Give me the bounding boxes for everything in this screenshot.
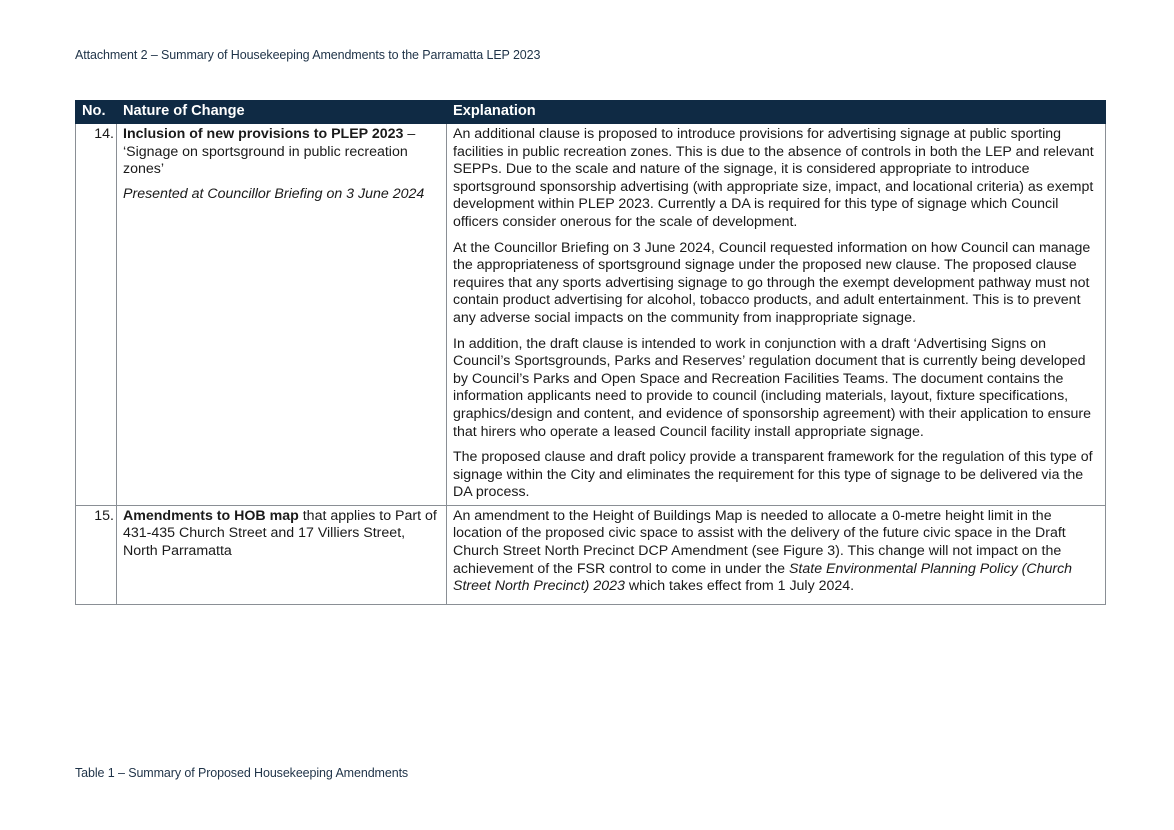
nature-title (123, 126, 440, 179)
explanation-paragraph (453, 508, 1099, 596)
explanation-paragraph: At the Councillor Briefing on 3 June 2024, Council requested information on how Council can manage the appropriateness of sportsground signage under the proposed new clause. The proposed clause requires that any sports advertising signage to go through the exempt development pathway must not contain product advertising for alcohol, tobacco products, and adult entertainment. This is to prevent any adverse social impacts on the community from inappropriate signage. (453, 239, 1091, 326)
nature-title-rest: – ‘Signage on sportsground in public recreation zones’ (123, 126, 416, 178)
column-header-explanation: Explanation (447, 101, 1106, 124)
nature-note: Presented at Councillor Briefing on 3 June 2024 (123, 185, 425, 202)
column-header-no: No. (76, 101, 117, 124)
explanation-paragraph: The proposed clause and draft policy provide a transparent framework for the regulation of this type of signage within the City and eliminates the requirement for this type of signage to be delivered via the DA process. (453, 449, 1093, 501)
amendments-table (75, 100, 1106, 605)
explanation-paragraph: In addition, the draft clause is intended to work in conjunction with a draft ‘Advertising Signs on Council’s Sportsgrounds, Parks and Reserves’ regulation document that is currently being developed by Council’s Parks and Open Space and Recreation Facilities Teams. The document contains the information applicants need to provide to council (including materials, layout, fixture specifications, graphics/design and content, and evidence of sponsorship agreement) with their application to ensure that hirers who operate a leased Council facility install appropriate signage. (453, 335, 1092, 440)
table-row (76, 124, 1106, 506)
table-row (76, 505, 1106, 604)
nature-cell (117, 124, 447, 506)
table-header-row (76, 101, 1106, 124)
nature-title-rest: that applies to Part of 431-435 Church Street and 17 Villiers Street, North Parramatta (123, 507, 437, 560)
page-header: Attachment 2 – Summary of Housekeeping Amendments to the Parramatta LEP 2023 (75, 48, 541, 62)
column-header-nature: Nature of Change (117, 101, 447, 124)
nature-title-bold: Amendments to HOB map (123, 507, 299, 524)
nature-title-bold: Inclusion of new provisions to PLEP 2023 (123, 126, 404, 142)
table-caption: Table 1 – Summary of Proposed Housekeeping Amendments (75, 766, 409, 780)
row-number: 15. (76, 505, 117, 604)
explanation-tail: which takes effect from 1 July 2024. (624, 578, 855, 595)
explanation-cell (447, 124, 1106, 506)
nature-cell (117, 505, 447, 604)
explanation-paragraph: An additional clause is proposed to introduce provisions for advertising signage at public sporting facilities in public recreation zones. This is due to the absence of controls in both the LEP and relevant SEPPs. Due to the scale and nature of the signage, it is considered appropriate to introduce sportsground sponsorship advertising (with appropriate size, impact, and locational criteria) as exempt development within PLEP 2023. Currently a DA is required for this type of signage which Council officers consider onerous for the scale of development. (453, 126, 1094, 230)
explanation-lead: An amendment to the Height of Buildings Map is needed to allocate a 0-metre height limit in the location of the proposed civic space to assist with the delivery of the future civic space in the Draft Church Street North Precinct DCP Amendment (see Figure 3). This change will not impact on the achievement of the FSR control to come in under the (453, 507, 1066, 577)
explanation-policy-title: State Environmental Planning Policy (Church Street North Precinct) 2023 (453, 560, 1073, 595)
row-number: 14. (76, 124, 117, 506)
nature-title (123, 508, 440, 561)
explanation-cell (447, 505, 1106, 604)
